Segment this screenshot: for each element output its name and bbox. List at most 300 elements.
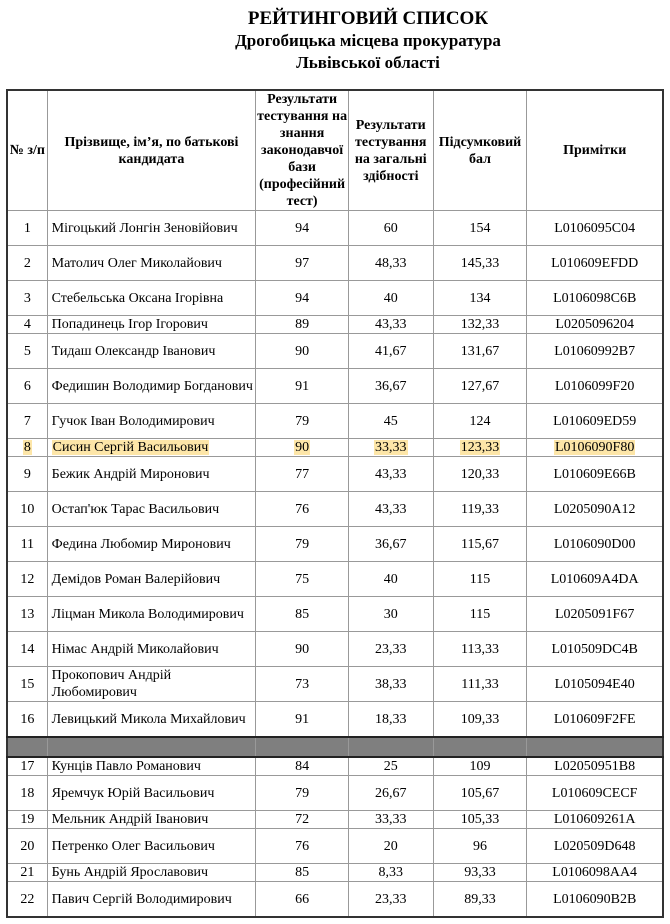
general-test-score-cell: [348, 492, 433, 527]
general-test-score: 40: [383, 571, 398, 587]
candidate-name-cell: [47, 246, 256, 281]
candidate-name: Павич Сергій Володимирович: [51, 891, 232, 907]
row-number: 7: [23, 413, 31, 429]
total-score-cell: [433, 829, 527, 864]
table-row: [7, 757, 663, 776]
candidate-code: L0106090F80: [555, 440, 635, 455]
rating-table: [6, 89, 664, 918]
candidate-code-cell: [527, 864, 663, 882]
total-score-cell: [433, 439, 527, 457]
general-test-score: 41,67: [375, 343, 407, 359]
total-score-cell: [433, 404, 527, 439]
candidate-code-cell: [527, 757, 663, 776]
total-score: 120,33: [460, 466, 500, 482]
law-test-score-cell: [256, 702, 349, 738]
general-test-score-cell: [348, 457, 433, 492]
row-number-cell: [7, 334, 47, 369]
row-number: 1: [23, 220, 31, 236]
total-score-cell: [433, 211, 527, 246]
row-number-cell: [7, 562, 47, 597]
row-number-cell: [7, 597, 47, 632]
table-row: [7, 439, 663, 457]
general-test-score-cell: [348, 439, 433, 457]
law-test-score: 90: [295, 641, 310, 657]
candidate-code: L010609EFDD: [551, 255, 639, 271]
total-score: 96: [473, 838, 487, 854]
row-number-cell: [7, 492, 47, 527]
total-score: 127,67: [460, 378, 500, 394]
header-number: № з/п: [7, 90, 47, 211]
document-heading: [0, 8, 670, 74]
law-test-score: 97: [295, 255, 310, 271]
general-test-score: 25: [383, 759, 398, 774]
total-score: 131,67: [460, 343, 500, 359]
table-row: [7, 527, 663, 562]
law-test-score: 79: [295, 536, 310, 552]
general-test-score: 43,33: [375, 317, 407, 332]
candidate-code: L020509D648: [553, 838, 636, 854]
candidate-name-cell: [47, 369, 256, 404]
document-title: РЕЙТИНГОВИЙ СПИСОК: [247, 8, 489, 29]
law-test-score: 90: [295, 343, 310, 359]
candidate-code: L0205091F67: [555, 606, 635, 622]
total-score-cell: [433, 527, 527, 562]
separator-row: [7, 737, 663, 757]
row-number: 12: [20, 571, 35, 587]
candidate-name: Мельник Андрій Іванович: [51, 812, 209, 827]
candidate-name: Кунців Павло Романович: [51, 759, 201, 774]
total-score: 105,33: [460, 812, 500, 827]
total-score-cell: [433, 457, 527, 492]
row-number: 11: [20, 536, 35, 552]
total-score: 134: [469, 290, 491, 306]
row-number: 9: [23, 466, 31, 482]
table-row: [7, 776, 663, 811]
law-test-score-cell: [256, 281, 349, 316]
general-test-score: 43,33: [375, 501, 407, 517]
total-score-cell: [433, 864, 527, 882]
candidate-name: Левицький Микола Михайлович: [51, 711, 246, 727]
candidate-name: Федина Любомир Миронович: [51, 536, 231, 552]
general-test-score-cell: [348, 211, 433, 246]
candidate-code: L0106099F20: [555, 378, 635, 394]
candidate-code: L010609CECF: [551, 785, 638, 801]
law-test-score-cell: [256, 811, 349, 829]
candidate-code-cell: [527, 702, 663, 738]
general-test-score-cell: [348, 404, 433, 439]
law-test-score: 85: [295, 865, 310, 880]
law-test-score: 79: [295, 413, 310, 429]
general-test-score-cell: [348, 632, 433, 667]
total-score: 109,33: [460, 711, 500, 727]
row-number: 16: [20, 711, 35, 727]
candidate-code-cell: [527, 776, 663, 811]
row-number-cell: [7, 702, 47, 738]
total-score-cell: [433, 667, 527, 702]
row-number: 3: [23, 290, 31, 306]
general-test-score: 8,33: [378, 865, 404, 880]
law-test-score: 89: [295, 317, 310, 332]
total-score: 154: [469, 220, 491, 236]
candidate-name: Сисин Сергій Васильович: [52, 440, 209, 455]
candidate-code: L010609ED59: [553, 413, 637, 429]
total-score: 111,33: [461, 676, 499, 692]
row-number: 17: [20, 759, 35, 774]
separator-cell: [527, 737, 663, 757]
total-score-cell: [433, 369, 527, 404]
law-test-score: 94: [295, 290, 310, 306]
general-test-score: 23,33: [375, 891, 407, 907]
general-test-score-cell: [348, 882, 433, 918]
law-test-score-cell: [256, 316, 349, 334]
general-test-score-cell: [348, 702, 433, 738]
row-number-cell: [7, 246, 47, 281]
candidate-name-cell: [47, 667, 256, 702]
general-test-score: 43,33: [375, 466, 407, 482]
row-number-cell: [7, 757, 47, 776]
table-row: [7, 562, 663, 597]
general-test-score: 23,33: [375, 641, 407, 657]
total-score-cell: [433, 757, 527, 776]
law-test-score-cell: [256, 246, 349, 281]
law-test-score-cell: [256, 667, 349, 702]
general-test-score-cell: [348, 829, 433, 864]
candidate-code: L0106098C6B: [553, 290, 637, 306]
row-number-cell: [7, 404, 47, 439]
general-test-score: 48,33: [375, 255, 407, 271]
law-test-score: 94: [295, 220, 310, 236]
total-score-cell: [433, 702, 527, 738]
row-number-cell: [7, 211, 47, 246]
law-test-score-cell: [256, 864, 349, 882]
law-test-score: 79: [295, 785, 310, 801]
law-test-score: 84: [295, 759, 310, 774]
general-test-score: 33,33: [375, 440, 407, 455]
candidate-code: L010609261A: [553, 812, 636, 827]
candidate-code-cell: [527, 667, 663, 702]
row-number-cell: [7, 439, 47, 457]
candidate-name-cell: [47, 281, 256, 316]
general-test-score-cell: [348, 667, 433, 702]
candidate-name: Ліцман Микола Володимирович: [51, 606, 244, 622]
candidate-code: L01060992B7: [554, 343, 636, 359]
candidate-code: L010609E66B: [553, 466, 636, 482]
candidate-code: L0205096204: [555, 317, 634, 332]
separator-cell: [433, 737, 527, 757]
row-number: 19: [20, 812, 35, 827]
candidate-name-cell: [47, 211, 256, 246]
candidate-code-cell: [527, 562, 663, 597]
law-test-score-cell: [256, 882, 349, 918]
total-score: 132,33: [460, 317, 500, 332]
candidate-name-cell: [47, 829, 256, 864]
law-test-score: 73: [295, 676, 310, 692]
general-test-score: 60: [383, 220, 398, 236]
general-test-score-cell: [348, 811, 433, 829]
law-test-score-cell: [256, 527, 349, 562]
candidate-name-cell: [47, 457, 256, 492]
row-number: 14: [20, 641, 35, 657]
total-score-cell: [433, 334, 527, 369]
general-test-score-cell: [348, 864, 433, 882]
law-test-score-cell: [256, 632, 349, 667]
candidate-name-cell: [47, 882, 256, 918]
row-number-cell: [7, 864, 47, 882]
row-number: 4: [23, 317, 31, 332]
candidate-code-cell: [527, 211, 663, 246]
general-test-score-cell: [348, 562, 433, 597]
candidate-name: Демідов Роман Валерійович: [51, 571, 221, 587]
candidate-code-cell: [527, 281, 663, 316]
total-score-cell: [433, 562, 527, 597]
general-test-score-cell: [348, 246, 433, 281]
candidate-name: Бунь Андрій Ярославович: [51, 865, 209, 880]
general-test-score-cell: [348, 334, 433, 369]
total-score-cell: [433, 281, 527, 316]
law-test-score: 66: [295, 891, 310, 907]
row-number-cell: [7, 527, 47, 562]
total-score-cell: [433, 882, 527, 918]
candidate-name-cell: [47, 316, 256, 334]
row-number-cell: [7, 316, 47, 334]
law-test-score: 76: [295, 501, 310, 517]
total-score-cell: [433, 492, 527, 527]
candidate-code: L0106095C04: [554, 220, 636, 236]
document-subtitle-line1: Дрогобицька місцева прокуратура: [235, 31, 501, 50]
header-name: Прізвище, ім’я, по батькові кандидата: [47, 90, 256, 211]
general-test-score-cell: [348, 281, 433, 316]
row-number: 10: [20, 501, 35, 517]
total-score-cell: [433, 632, 527, 667]
row-number-cell: [7, 457, 47, 492]
table-row: [7, 211, 663, 246]
general-test-score: 26,67: [375, 785, 407, 801]
candidate-name-cell: [47, 776, 256, 811]
candidate-code: L010509DC4B: [551, 641, 638, 657]
law-test-score: 90: [295, 440, 310, 455]
law-test-score: 77: [295, 466, 310, 482]
separator-cell: [47, 737, 256, 757]
table-body: [7, 211, 663, 918]
header-notes: Примітки: [527, 90, 663, 211]
law-test-score-cell: [256, 597, 349, 632]
law-test-score: 76: [295, 838, 310, 854]
total-score-cell: [433, 597, 527, 632]
candidate-code: L0106090B2B: [553, 891, 637, 907]
header-law-test: Результати тестування на знання законодавчої бази (професійний тест): [257, 92, 348, 209]
total-score: 109: [469, 759, 491, 774]
law-test-score: 72: [295, 812, 310, 827]
total-score-cell: [433, 246, 527, 281]
total-score: 113,33: [461, 641, 499, 657]
candidate-code-cell: [527, 246, 663, 281]
total-score: 115,67: [461, 536, 499, 552]
candidate-name-cell: [47, 632, 256, 667]
candidate-name: Петренко Олег Васильович: [51, 838, 215, 854]
total-score-cell: [433, 811, 527, 829]
candidate-name-cell: [47, 757, 256, 776]
candidate-code: L010609A4DA: [550, 571, 639, 587]
header-general-test: Результати тестування на загальні здібності: [348, 90, 433, 211]
row-number: 20: [20, 838, 35, 854]
row-number: 5: [23, 343, 31, 359]
candidate-name: Бежик Андрій Миронович: [51, 466, 210, 482]
law-test-score-cell: [256, 404, 349, 439]
general-test-score: 18,33: [375, 711, 407, 727]
candidate-name-cell: [47, 439, 256, 457]
total-score: 124: [469, 413, 491, 429]
general-test-score: 40: [383, 290, 398, 306]
row-number-cell: [7, 882, 47, 918]
general-test-score: 36,67: [375, 536, 407, 552]
general-test-score: 33,33: [375, 812, 407, 827]
law-test-score-cell: [256, 457, 349, 492]
candidate-name: Стебельська Оксана Ігорівна: [51, 290, 224, 306]
law-test-score-cell: [256, 334, 349, 369]
law-test-score: 91: [295, 711, 310, 727]
total-score: 145,33: [460, 255, 500, 271]
candidate-name: Мігоцький Лонгін Зеновійович: [51, 220, 238, 236]
table-row: [7, 829, 663, 864]
general-test-score: 20: [383, 838, 398, 854]
separator-cell: [256, 737, 349, 757]
table-header-row: [7, 90, 663, 211]
total-score-cell: [433, 316, 527, 334]
law-test-score-cell: [256, 369, 349, 404]
candidate-code: L0205090A12: [553, 501, 636, 517]
candidate-name: Прокопович Андрій Любомирович: [51, 668, 172, 700]
candidate-code: L0106090D00: [553, 536, 636, 552]
row-number: 15: [20, 676, 35, 692]
table-row: [7, 632, 663, 667]
candidate-code-cell: [527, 334, 663, 369]
law-test-score: 75: [295, 571, 310, 587]
table-row: [7, 702, 663, 738]
candidate-name-cell: [47, 702, 256, 738]
row-number-cell: [7, 281, 47, 316]
candidate-name: Німас Андрій Миколайович: [51, 641, 219, 657]
general-test-score-cell: [348, 527, 433, 562]
header-total: Підсумковий бал: [433, 90, 527, 211]
law-test-score-cell: [256, 439, 349, 457]
row-number-cell: [7, 667, 47, 702]
candidate-name: Тидаш Олександр Іванович: [51, 343, 216, 359]
candidate-code-cell: [527, 811, 663, 829]
candidate-code: L0105094E40: [554, 676, 635, 692]
table-row: [7, 882, 663, 918]
general-test-score-cell: [348, 316, 433, 334]
table-row: [7, 457, 663, 492]
row-number: 2: [23, 255, 31, 271]
table-row: [7, 369, 663, 404]
candidate-name-cell: [47, 562, 256, 597]
total-score: 89,33: [464, 891, 496, 907]
candidate-code-cell: [527, 882, 663, 918]
total-score: 105,67: [460, 785, 500, 801]
law-test-score-cell: [256, 776, 349, 811]
candidate-name: Попадинець Ігор Ігорович: [51, 317, 208, 332]
table-row: [7, 864, 663, 882]
candidate-name-cell: [47, 811, 256, 829]
general-test-score-cell: [348, 776, 433, 811]
candidate-name-cell: [47, 864, 256, 882]
candidate-name: Остап'юк Тарас Васильович: [51, 501, 220, 517]
table-row: [7, 811, 663, 829]
candidate-name-cell: [47, 527, 256, 562]
law-test-score: 91: [295, 378, 310, 394]
general-test-score: 45: [383, 413, 398, 429]
general-test-score: 38,33: [375, 676, 407, 692]
law-test-score-cell: [256, 562, 349, 597]
document-subtitle-line2: Львівської області: [296, 53, 440, 72]
candidate-name-cell: [47, 404, 256, 439]
total-score-cell: [433, 776, 527, 811]
candidate-code: L0106098AA4: [552, 865, 638, 880]
candidate-code: L02050951B8: [554, 759, 636, 774]
candidate-code-cell: [527, 829, 663, 864]
law-test-score-cell: [256, 829, 349, 864]
candidate-code-cell: [527, 369, 663, 404]
row-number-cell: [7, 632, 47, 667]
separator-cell: [348, 737, 433, 757]
row-number: 13: [20, 606, 35, 622]
row-number-cell: [7, 829, 47, 864]
table-row: [7, 404, 663, 439]
law-test-score-cell: [256, 492, 349, 527]
candidate-code-cell: [527, 597, 663, 632]
row-number-cell: [7, 811, 47, 829]
law-test-score-cell: [256, 211, 349, 246]
total-score: 119,33: [461, 501, 499, 517]
candidate-name: Яремчук Юрій Васильович: [51, 785, 215, 801]
total-score: 115: [469, 606, 491, 622]
table-row: [7, 334, 663, 369]
candidate-code-cell: [527, 527, 663, 562]
candidate-name-cell: [47, 597, 256, 632]
candidate-code: L010609F2FE: [553, 711, 636, 727]
candidate-code-cell: [527, 457, 663, 492]
candidate-code-cell: [527, 404, 663, 439]
general-test-score-cell: [348, 597, 433, 632]
candidate-name: Гучок Іван Володимирович: [51, 413, 215, 429]
law-test-score-cell: [256, 757, 349, 776]
general-test-score-cell: [348, 757, 433, 776]
table-row: [7, 667, 663, 702]
total-score: 93,33: [464, 865, 496, 880]
table-row: [7, 246, 663, 281]
row-number: 21: [20, 865, 35, 880]
row-number-cell: [7, 369, 47, 404]
table-row: [7, 492, 663, 527]
candidate-code-cell: [527, 316, 663, 334]
row-number-cell: [7, 776, 47, 811]
row-number: 22: [20, 891, 35, 907]
row-number: 8: [23, 440, 31, 455]
candidate-name-cell: [47, 492, 256, 527]
candidate-code-cell: [527, 632, 663, 667]
table-row: [7, 597, 663, 632]
row-number: 6: [23, 378, 31, 394]
separator-cell: [7, 737, 47, 757]
candidate-name-cell: [47, 334, 256, 369]
candidate-code-cell: [527, 439, 663, 457]
general-test-score: 36,67: [375, 378, 407, 394]
law-test-score: 85: [295, 606, 310, 622]
candidate-name: Федишин Володимир Богданович: [51, 378, 253, 394]
total-score: 115: [469, 571, 491, 587]
row-number: 18: [20, 785, 35, 801]
general-test-score-cell: [348, 369, 433, 404]
